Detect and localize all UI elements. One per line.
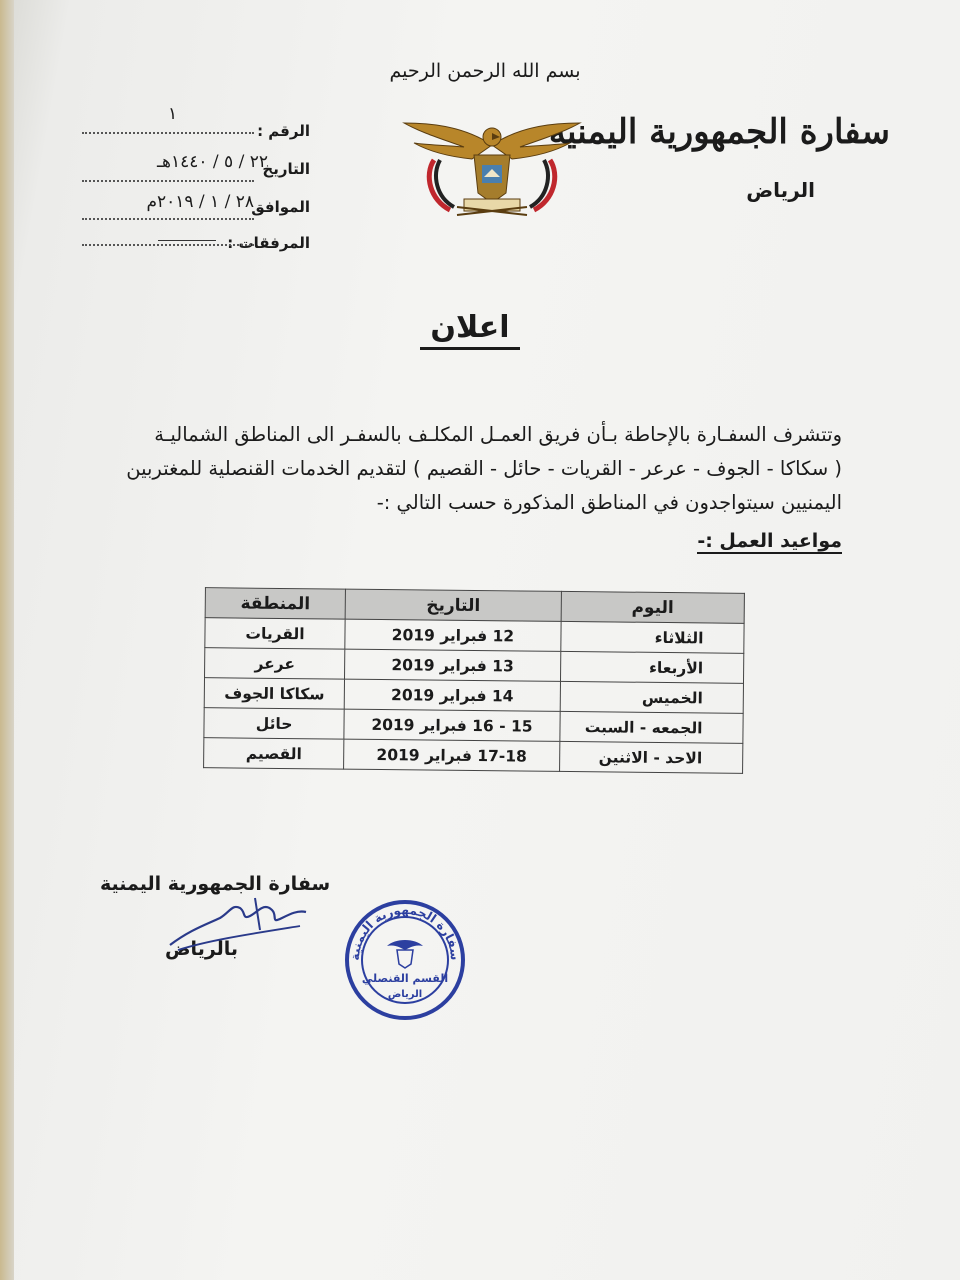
ref-number-label: الرقم : [257, 122, 310, 140]
ref-number-value: ١ [168, 104, 178, 124]
attachments-dash [158, 240, 216, 241]
row-day: الجمعه - السبت [560, 711, 744, 743]
announcement-title: اعلان [420, 310, 520, 350]
bismillah: بسم الله الرحمن الرحيم [389, 60, 581, 82]
attachments-line [82, 242, 254, 246]
body-line-3: اليمنيين سيتواجدون في المناطق المذكورة حسب التالي :- [376, 491, 842, 514]
row-date: 12 فبراير 2019 [345, 619, 561, 651]
row-day: الاحد - الاثنين [559, 741, 743, 773]
yemen-emblem-icon [402, 115, 582, 225]
body-line-1: وتتشرف السفـارة بالإحاطة بـأن فريق العمـل المكلـف بالسفـر الى المناطق الشماليـة [154, 423, 842, 446]
corresponding-line [82, 216, 254, 220]
row-region: القريات [205, 618, 345, 649]
row-day: الأربعاء [560, 651, 744, 683]
header-day: اليوم [561, 591, 745, 623]
body-line-2: ( سكاكا - الجوف - عرعر - القريات - حائل - القصيم ) لتقديم الخدمات القنصلية للمغتربين [126, 457, 842, 480]
signature-embassy-name: سفارة الجمهورية اليمنية [100, 873, 331, 895]
stamp-city: الرياض [387, 989, 423, 1000]
stamp-top-text: سفارة الجمهورية اليمنية [347, 902, 463, 962]
page-edge [0, 0, 14, 1280]
attachments-label: المرفقات : [227, 234, 310, 252]
handwritten-signature [160, 890, 310, 960]
announcement-body [102, 418, 842, 520]
consular-stamp [343, 898, 467, 1022]
corresponding-value: ٢٨ / ١ / ٢٠١٩م [146, 192, 254, 212]
row-date: 15 - 16 فبراير 2019 [344, 709, 560, 741]
row-region: القصيم [204, 738, 344, 769]
schedule-table [203, 587, 745, 774]
date-line [82, 178, 254, 182]
date-label: التاريخ [262, 160, 310, 178]
embassy-name: سفارة الجمهورية اليمنية [548, 112, 890, 152]
stamp-section: القسم القنصلي [361, 972, 449, 985]
row-date: 13 فبراير 2019 [345, 649, 561, 681]
table-row [204, 738, 743, 774]
embassy-city: الرياض [746, 178, 815, 202]
row-region: سكاكا الجوف [204, 678, 344, 709]
row-region: عرعر [205, 648, 345, 679]
signature-city: بالرياض [165, 938, 239, 960]
row-region: حائل [204, 708, 344, 739]
row-date: 14 فبراير 2019 [344, 679, 560, 711]
row-day: الخميس [560, 681, 744, 713]
header-date: التاريخ [345, 589, 561, 621]
working-hours-heading: مواعيد العمل :- [697, 530, 842, 552]
date-value: ٢٢ / ٥ / ١٤٤٠هـ [157, 152, 268, 172]
row-date: 17-18 فبراير 2019 [344, 739, 560, 771]
ref-number-line [82, 130, 254, 134]
row-day: الثلاثاء [561, 621, 745, 653]
header-region: المنطقة [205, 588, 345, 619]
svg-text:سفارة الجمهورية اليمنية [348, 903, 462, 961]
corresponding-label: الموافق [251, 198, 310, 216]
